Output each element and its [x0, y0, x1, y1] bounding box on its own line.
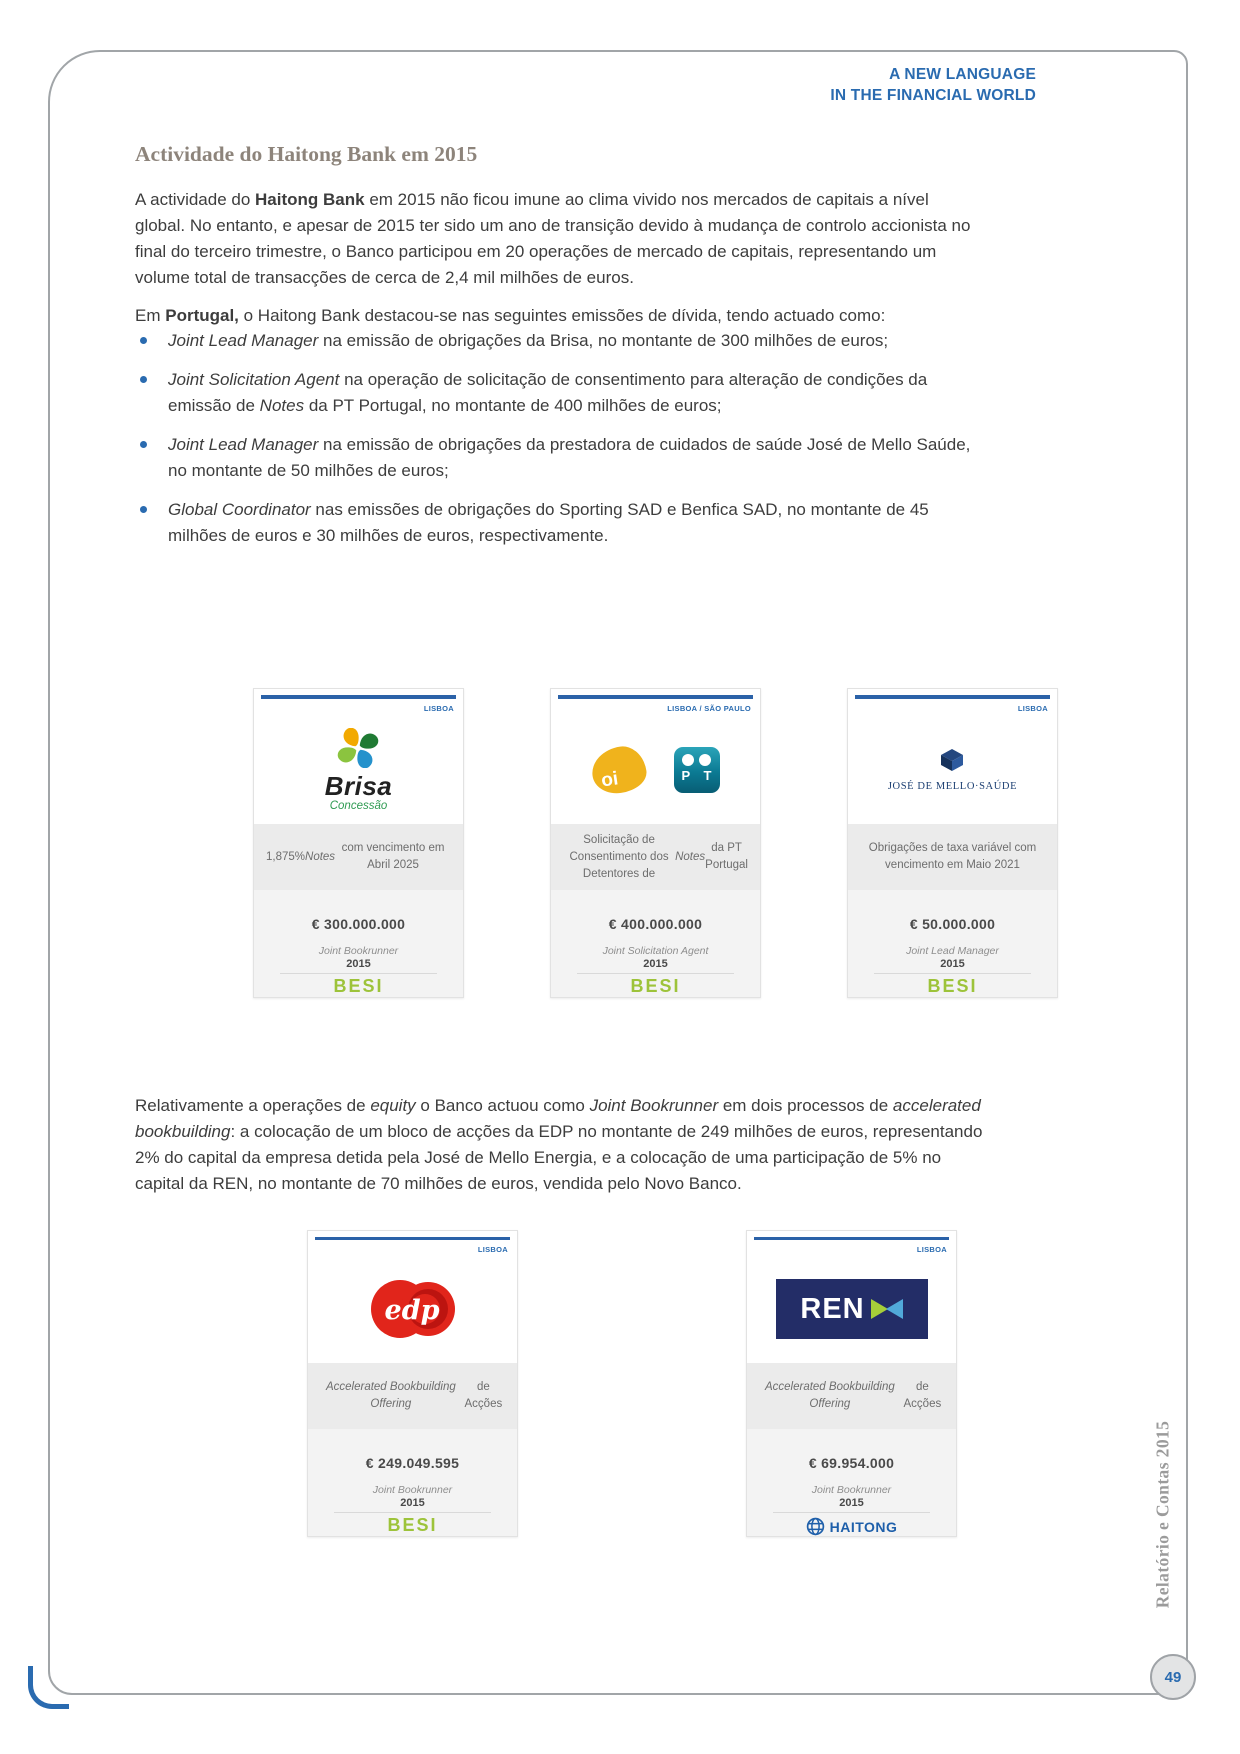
deal-role: Joint Bookrunner — [372, 1484, 453, 1496]
card-bottom — [551, 890, 760, 997]
bullet-icon — [140, 506, 147, 513]
debt-deals-bullet-list — [135, 328, 983, 562]
brisa-pinwheel-icon — [336, 728, 380, 768]
vertical-report-title: Relatório e Contas 2015 — [1152, 1420, 1173, 1609]
bullet-text: Global Coordinator nas emissões de obrigações do Sporting SAD e Benfica SAD, no montante de 45 milhões de euros e 30 milhões de euros, respectivamente. — [168, 500, 929, 545]
tombstone-row-equity — [307, 1230, 957, 1537]
ren-arrows-icon — [871, 1299, 903, 1319]
jose-de-mello-saude-logo — [848, 716, 1057, 824]
deal-amount: € 69.954.000 — [808, 1455, 895, 1471]
tombstone-card-brisa — [253, 688, 464, 998]
deal-amount: € 400.000.000 — [608, 916, 703, 932]
pt-logo-icon — [674, 747, 720, 793]
card-bottom — [848, 890, 1057, 997]
deal-year: 2015 — [346, 958, 371, 970]
deal-role: Joint Lead Manager — [906, 945, 999, 957]
equity-paragraph: Relativamente a operações de equity o Banco actuou como Joint Bookrunner em dois processos de accelerated bookbuilding: a colocação de um bloco de acções da EDP no montante de 249 milhões de euros, representando 2% do capital da empresa detida pela José de Mello Energia, e a colocação de uma participação de 5% no capital da REN, no montante de 70 milhões de euros, vendida pelo Novo Banco. — [135, 1096, 983, 1193]
bullet-icon — [140, 376, 147, 383]
oi-pt-logo — [551, 716, 760, 824]
card-location-label: LISBOA / SÃO PAULO — [667, 704, 751, 714]
deal-role: Joint Solicitation Agent — [602, 945, 709, 957]
ren-logo-icon — [776, 1279, 928, 1339]
header-tagline — [600, 64, 1036, 106]
card-location-label: LISBOA — [1017, 704, 1048, 714]
deal-description: Accelerated Bookbuilding Offering de Acções — [747, 1363, 956, 1429]
bullet-item — [135, 497, 983, 549]
deal-amount: € 249.049.595 — [365, 1455, 460, 1471]
deal-year: 2015 — [940, 958, 965, 970]
deal-role: Joint Bookrunner — [318, 945, 399, 957]
card-bottom — [254, 890, 463, 997]
jms-cube-icon — [939, 748, 965, 772]
divider — [577, 973, 734, 974]
deal-year: 2015 — [839, 1497, 864, 1509]
deal-year: 2015 — [643, 958, 668, 970]
page-title: Actividade do Haitong Bank em 2015 — [135, 142, 478, 167]
card-location-label: LISBOA — [916, 1245, 947, 1255]
intro-paragraph: A actividade do Haitong Bank em 2015 não ficou imune ao clima vivido nos mercados de capitais a nível global. No entanto, e apesar de 2015 ter sido um ano de transição devido à mudança de controlo accionista no final do terceiro trimestre, o Banco participou em 20 operações de mercado de capitais, representando um volume total de transacções de cerca de 2,4 mil milhões de euros. — [135, 190, 971, 287]
deal-description: Accelerated Bookbuilding Offering de Acções — [308, 1363, 517, 1429]
page-number-badge: 49 — [1150, 1654, 1196, 1700]
bullet-text: Joint Lead Manager na emissão de obrigações da Brisa, no montante de 300 milhões de euros; — [168, 331, 889, 350]
tombstone-card-oi-pt — [550, 688, 761, 998]
deal-year: 2015 — [400, 1497, 425, 1509]
haitong-globe-icon — [806, 1517, 825, 1536]
besi-logo: BESI — [927, 976, 978, 996]
pt-wordmark: P T — [681, 768, 717, 783]
brisa-logo — [254, 716, 463, 824]
card-location-label: LISBOA — [423, 704, 454, 714]
jms-wordmark: JOSÉ DE MELLO·SAÚDE — [887, 781, 1018, 792]
divider — [334, 1512, 491, 1513]
deal-amount: € 300.000.000 — [311, 916, 406, 932]
tombstone-row-debt — [253, 688, 1058, 998]
bullet-icon — [140, 337, 147, 344]
bottom-left-blue-corner — [28, 1666, 69, 1709]
ren-wordmark: REN — [800, 1292, 865, 1325]
divider — [773, 1512, 930, 1513]
card-bottom — [747, 1429, 956, 1536]
bullet-text: Joint Lead Manager na emissão de obrigações da prestadora de cuidados de saúde José de Mello Saúde, no montante de 50 milhões de euros; — [168, 435, 971, 480]
deal-role: Joint Bookrunner — [811, 1484, 892, 1496]
bullet-icon — [140, 441, 147, 448]
card-location-label: LISBOA — [477, 1245, 508, 1255]
bullet-text: Joint Solicitation Agent na operação de solicitação de consentimento para alteração de condições da emissão de Notes da PT Portugal, no montante de 400 milhões de euros; — [168, 370, 928, 415]
besi-logo: BESI — [387, 1515, 438, 1535]
card-bottom — [308, 1429, 517, 1536]
header-tagline-line1: A NEW LANGUAGE — [889, 66, 1036, 83]
haitong-logo — [747, 1517, 956, 1536]
besi-logo: BESI — [333, 976, 384, 996]
tombstone-card-edp — [307, 1230, 518, 1537]
edp-logo — [308, 1255, 517, 1363]
bullet-item — [135, 328, 983, 354]
header-tagline-line2: IN THE FINANCIAL WORLD — [830, 87, 1036, 104]
portugal-paragraph: Em Portugal, o Haitong Bank destacou-se nas seguintes emissões de dívida, tendo actuado como: — [135, 306, 886, 325]
haitong-wordmark: HAITONG — [829, 1518, 898, 1535]
ren-logo — [747, 1255, 956, 1363]
deal-description: 1,875% Notes com vencimento em Abril 2025 — [254, 824, 463, 890]
besi-logo: BESI — [630, 976, 681, 996]
deal-amount: € 50.000.000 — [909, 916, 996, 932]
brisa-wordmark: Brisa — [324, 771, 393, 801]
divider — [874, 973, 1031, 974]
oi-wordmark: oi — [599, 768, 620, 792]
deal-description: Solicitação de Consentimento dos Detentores de Notes da PT Portugal — [551, 824, 760, 890]
brisa-concessao-label: Concessão — [329, 800, 388, 812]
deal-description: Obrigações de taxa variável com vencimento em Maio 2021 — [848, 824, 1057, 890]
tombstone-card-ren — [746, 1230, 957, 1537]
bullet-item — [135, 367, 983, 419]
tombstone-card-jose-de-mello-saude — [847, 688, 1058, 998]
oi-logo-icon — [589, 743, 649, 796]
edp-wordmark: edp — [384, 1295, 439, 1326]
divider — [280, 973, 437, 974]
edp-logo-icon — [367, 1277, 459, 1341]
bullet-item — [135, 432, 983, 484]
